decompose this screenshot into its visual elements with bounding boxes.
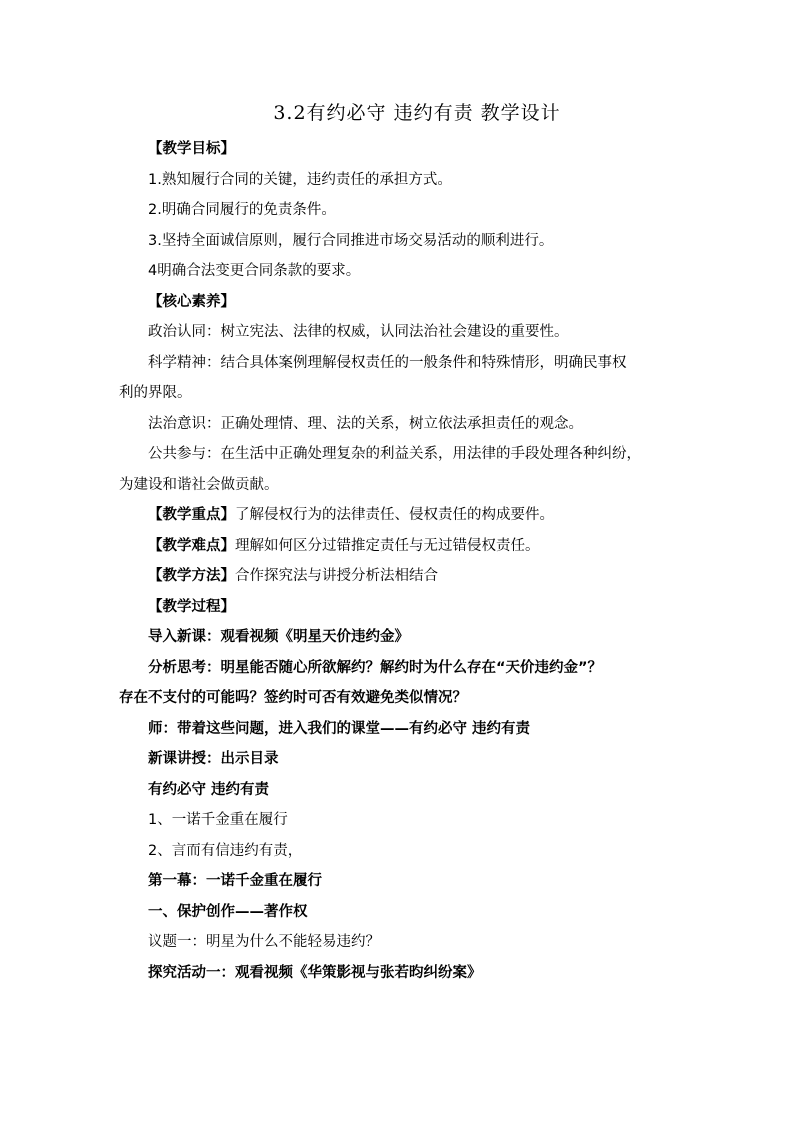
literacy-law: 法治意识：正确处理情、理、法的关系，树立依法承担责任的观念。 [148,415,583,432]
difficulty-label: 【教学难点】 [148,537,235,554]
method-row [119,561,679,592]
goal-item-3: 3.坚持全面诚信原则，履行合同推进市场交易活动的顺利进行。 [148,232,554,249]
difficulty-text: 理解如何区分过错推定责任与无过错侵权责任。 [235,537,540,554]
goals-heading: 【教学目标】 [148,141,235,157]
process-think-line2: 存在不支付的可能吗？签约时可否有效避免类似情况？ [119,690,467,706]
document-body [119,134,679,988]
literacy-science-line1: 科学精神：结合具体案例理解侵权责任的一般条件和特殊情形，明确民事权 [148,354,627,371]
process-heading: 【教学过程】 [148,598,235,615]
activity1: 探究活动一：观看视频《华策影视与张若昀纠纷案》 [148,964,482,981]
outline-item-1: 1、一诺千金重在履行 [148,812,288,828]
key-point-label: 【教学重点】 [148,507,235,523]
document-title: 3.2有约必守 违约有责 教学设计 [273,102,561,124]
literacy-science-line2: 利的界限。 [119,385,192,401]
literacy-public-line2: 为建设和谐社会做贡献。 [119,476,279,493]
key-point-text: 了解侵权行为的法律责任、侵权责任的构成要件。 [235,507,554,523]
part1-heading: 一、保护创作——著作权 [148,903,308,920]
outline-item-2: 2、言而有信违约有责， [148,842,303,859]
method-text: 合作探究法与讲授分析法相结合 [235,568,438,584]
topic1: 议题一：明星为什么不能轻易违约？ [148,934,380,950]
goal-item-1: 1.熟知履行合同的关键，违约责任的承担方式。 [148,171,452,188]
key-point-row [119,500,679,531]
literacy-political: 政治认同：树立宪法、法律的权威，认同法治社会建设的重要性。 [148,324,569,340]
goal-item-2: 2.明确合同履行的免责条件。 [148,202,336,218]
act1-heading: 第一幕：一诺千金重在履行 [148,873,322,889]
goal-item-4: 4明确合法变更合同条款的要求。 [148,263,361,279]
method-label: 【教学方法】 [148,568,235,584]
process-think-line1: 分析思考：明星能否随心所欲解约？解约时为什么存在“天价违约金”？ [148,659,603,676]
literacy-heading: 【核心素养】 [148,293,235,310]
process-new-lesson: 新课讲授：出示目录 [148,751,279,767]
outline-title: 有约必守 违约有责 [148,781,270,798]
literacy-public-line1: 公共参与：在生活中正确处理复杂的利益关系，用法律的手段处理各种纠纷， [148,446,641,462]
process-intro: 导入新课：观看视频《明星天价违约金》 [148,629,409,645]
difficulty-row [119,531,679,562]
process-teacher: 师：带着这些问题，进入我们的课堂——有约必守 违约有责 [148,720,531,737]
